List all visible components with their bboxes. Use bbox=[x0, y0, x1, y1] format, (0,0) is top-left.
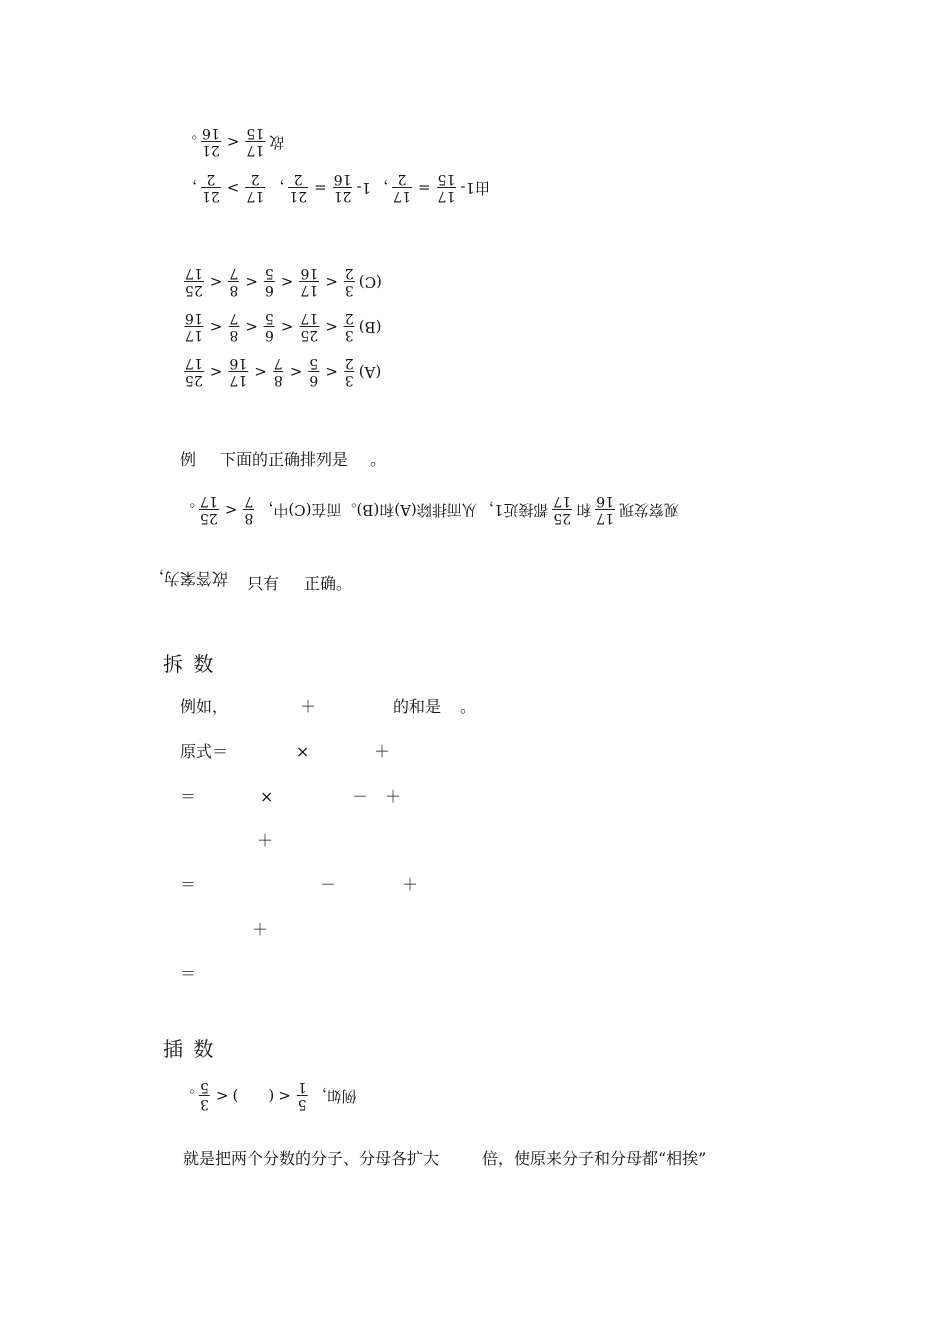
fraction: 3 5 bbox=[200, 1079, 209, 1112]
fraction: 8 7 bbox=[229, 310, 239, 343]
split-example-label: 例如， bbox=[180, 697, 229, 716]
fraction: 17 16 bbox=[185, 310, 203, 343]
fraction: 6 5 bbox=[264, 310, 274, 343]
insert-example: 例如， 5 1 < ( ) < 3 5 。 bbox=[180, 1079, 357, 1112]
fraction: 6 5 bbox=[264, 265, 274, 298]
fraction: 17 16 bbox=[596, 493, 615, 526]
plus-sign: ＋ bbox=[385, 787, 402, 806]
times-sign: × bbox=[260, 787, 274, 806]
fraction: 25 17 bbox=[300, 310, 319, 343]
sum-is-text: 的和是 bbox=[393, 697, 442, 716]
plus-sign: ＋ bbox=[257, 831, 274, 850]
example-label: 例 bbox=[180, 450, 197, 469]
fraction: 5 1 bbox=[297, 1079, 307, 1112]
correct-text: 正确。 bbox=[304, 574, 353, 593]
fraction: 3 2 bbox=[344, 265, 354, 298]
plus-sign: ＋ bbox=[252, 920, 269, 939]
insert-description: 就是把两个分数的分子、分母各扩大 bbox=[183, 1149, 440, 1168]
fraction: 6 5 bbox=[309, 355, 319, 388]
option-a: (A) 3 2 < 6 5 < 8 7 < 17 16 < 25 17 bbox=[185, 355, 382, 388]
insert-description-2: 倍，使原来分子和分母都“相挨” bbox=[482, 1149, 707, 1168]
fraction: 17 2 bbox=[393, 171, 411, 204]
fraction: 3 2 bbox=[344, 310, 354, 343]
section-heading-insert: 插 数 bbox=[163, 1037, 216, 1061]
equals-sign: ＝ bbox=[180, 787, 197, 806]
fraction: 21 16 bbox=[202, 125, 220, 158]
fraction: 21 16 bbox=[333, 171, 352, 204]
fraction: 8 7 bbox=[273, 355, 283, 388]
fraction: 25 17 bbox=[553, 493, 572, 526]
fraction: 17 16 bbox=[229, 355, 248, 388]
fraction: 25 17 bbox=[200, 493, 218, 526]
equals-sign: ＝ bbox=[180, 964, 197, 983]
example-end: 。 bbox=[370, 450, 387, 469]
equals-sign: ＝ bbox=[180, 875, 197, 894]
minus-sign: － bbox=[352, 787, 369, 806]
plus-sign: ＋ bbox=[374, 742, 391, 761]
plus-sign: ＋ bbox=[300, 697, 317, 716]
fraction: 8 7 bbox=[244, 493, 254, 526]
option-b: (B) 3 2 < 25 17 < 6 5 < 8 7 < 17 16 bbox=[185, 310, 382, 343]
fraction: 3 2 bbox=[344, 355, 354, 388]
analysis-line: 观察发现 17 16 和 25 17 都接近1， 从而排除(A)和(B)。而在(C)中， 8 7 < 25 17 。 bbox=[180, 493, 680, 526]
only-text: 只有 bbox=[247, 574, 280, 593]
minus-sign: － bbox=[320, 875, 337, 894]
fraction: 21 2 bbox=[202, 171, 220, 204]
section-heading-split: 拆 数 bbox=[163, 652, 216, 676]
example-question: 下面的正确排列是 bbox=[220, 450, 349, 469]
option-c: (C) 3 2 < 17 16 < 6 5 < 8 7 < 25 17 bbox=[185, 265, 382, 298]
fraction: 25 17 bbox=[185, 355, 203, 388]
fraction: 17 2 bbox=[246, 171, 265, 204]
fraction: 17 15 bbox=[246, 125, 265, 158]
orig-formula-label: 原式＝ bbox=[180, 742, 229, 761]
fraction: 21 2 bbox=[289, 171, 308, 204]
fraction: 17 15 bbox=[437, 171, 456, 204]
formula-line-2: 由1- 17 15 = 17 2 ， 1- 21 16 = 21 2 ， 17 2 > 21 2 ， bbox=[182, 171, 490, 204]
period: 。 bbox=[460, 697, 477, 716]
text-prefix: 故 bbox=[269, 133, 285, 151]
formula-line-1: 故 17 15 < 21 16 。 bbox=[182, 125, 285, 158]
fraction: 25 17 bbox=[185, 265, 203, 298]
plus-sign: ＋ bbox=[402, 875, 419, 894]
answer-prefix: 故答案为， bbox=[148, 569, 229, 588]
times-sign: × bbox=[296, 742, 310, 761]
fraction: 17 16 bbox=[300, 265, 319, 298]
fraction: 8 7 bbox=[229, 265, 239, 298]
